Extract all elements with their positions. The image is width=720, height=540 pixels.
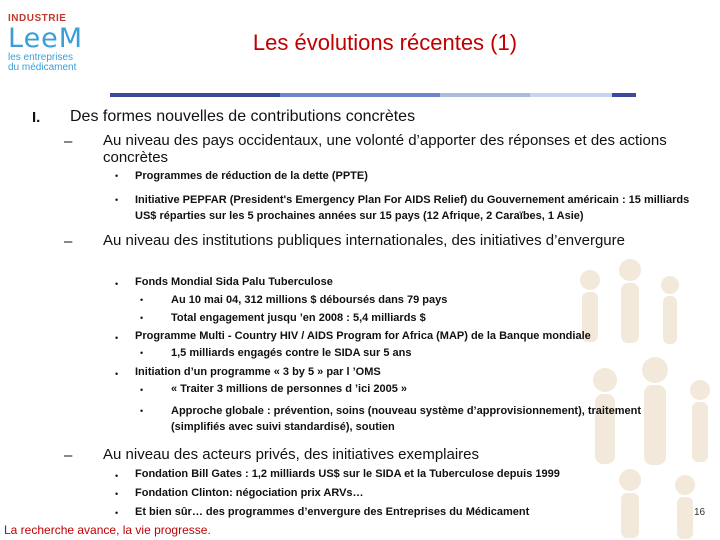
- point-2-item-3-sub-1: « Traiter 3 millions de personnes d ’ici 2005 »: [171, 383, 407, 395]
- bullet: •: [115, 369, 119, 379]
- sub-bullet: •: [140, 348, 144, 358]
- footer-tagline: La recherche avance, la vie progresse.: [4, 523, 211, 537]
- bullet: •: [115, 333, 119, 343]
- bullet: •: [115, 489, 119, 499]
- dash-bullet: –: [64, 233, 73, 250]
- point-2-text: Au niveau des institutions publiques internationales, des initiatives d’envergure: [103, 232, 625, 249]
- title-bar-segment: [530, 93, 612, 97]
- bullet: •: [115, 279, 119, 289]
- page-number: 16: [694, 507, 706, 518]
- bullet: •: [115, 195, 119, 205]
- bullet: •: [115, 508, 119, 518]
- point-1-item-1: Programmes de réduction de la dette (PPTE): [135, 170, 368, 182]
- section-title: Des formes nouvelles de contributions concrètes: [70, 108, 416, 125]
- section-number: I.: [32, 109, 41, 126]
- title-bar-segment: [440, 93, 530, 97]
- point-2-item-3: Initiation d’un programme « 3 by 5 » par l ’OMS: [135, 366, 381, 378]
- sub-bullet: •: [140, 295, 144, 305]
- logo-subtitle-1: les entreprises: [8, 52, 74, 63]
- leem-logo: [8, 14, 88, 78]
- point-2-item-3-sub-2: Approche globale : prévention, soins (nouveau système d’approvisionnement), traitement (simplifiés avec suivi standardisé), soutien: [171, 405, 642, 433]
- sub-bullet: •: [140, 385, 144, 395]
- title-bar-segment: [110, 93, 280, 97]
- title-bar-segment: [280, 93, 440, 97]
- title-bar-segment: [612, 93, 636, 97]
- point-2-item-1: Fonds Mondial Sida Palu Tuberculose: [135, 276, 333, 288]
- point-1-text: Au niveau des pays occidentaux, une volonté d’apporter des réponses et des actions concrètes: [103, 132, 667, 166]
- bullet: •: [115, 171, 119, 181]
- point-2-item-2-sub-1: 1,5 milliards engagés contre le SIDA sur 5 ans: [171, 347, 412, 359]
- sub-bullet: •: [140, 406, 144, 416]
- sub-bullet: •: [140, 313, 144, 323]
- bullet: •: [115, 471, 119, 481]
- logo-top-text: INDUSTRIE: [8, 13, 67, 24]
- dash-bullet: –: [64, 447, 73, 464]
- slide-title: Les évolutions récentes (1): [252, 30, 518, 55]
- point-2-item-1-sub-1: Au 10 mai 04, 312 millions $ déboursés dans 79 pays: [171, 294, 448, 306]
- point-2-item-2: Programme Multi - Country HIV / AIDS Program for Africa (MAP) de la Banque mondiale: [135, 330, 591, 342]
- point-3-item-2: Fondation Clinton: négociation prix ARVs…: [135, 487, 364, 499]
- logo-subtitle-2: du médicament: [8, 62, 77, 73]
- point-3-item-1: Fondation Bill Gates : 1,2 milliards US$ sur le SIDA et la Tuberculose depuis 1999: [135, 468, 560, 480]
- point-3-text: Au niveau des acteurs privés, des initiatives exemplaires: [103, 446, 480, 463]
- point-3-item-3: Et bien sûr… des programmes d’envergure des Entreprises du Médicament: [135, 506, 530, 518]
- point-1-item-2: Initiative PEPFAR (President's Emergency Plan For AIDS Relief) du Gouvernement américain : 15 milliards US$ réparties sur les 5 prochaines années sur 15 pays (12 Afrique, 2 Caraïbes, 1 Asie): [135, 194, 690, 222]
- logo-brand: LeeM: [8, 23, 84, 54]
- point-2-item-1-sub-2: Total engagement jusqu ’en 2008 : 5,4 milliards $: [171, 312, 426, 324]
- dash-bullet: –: [64, 133, 73, 150]
